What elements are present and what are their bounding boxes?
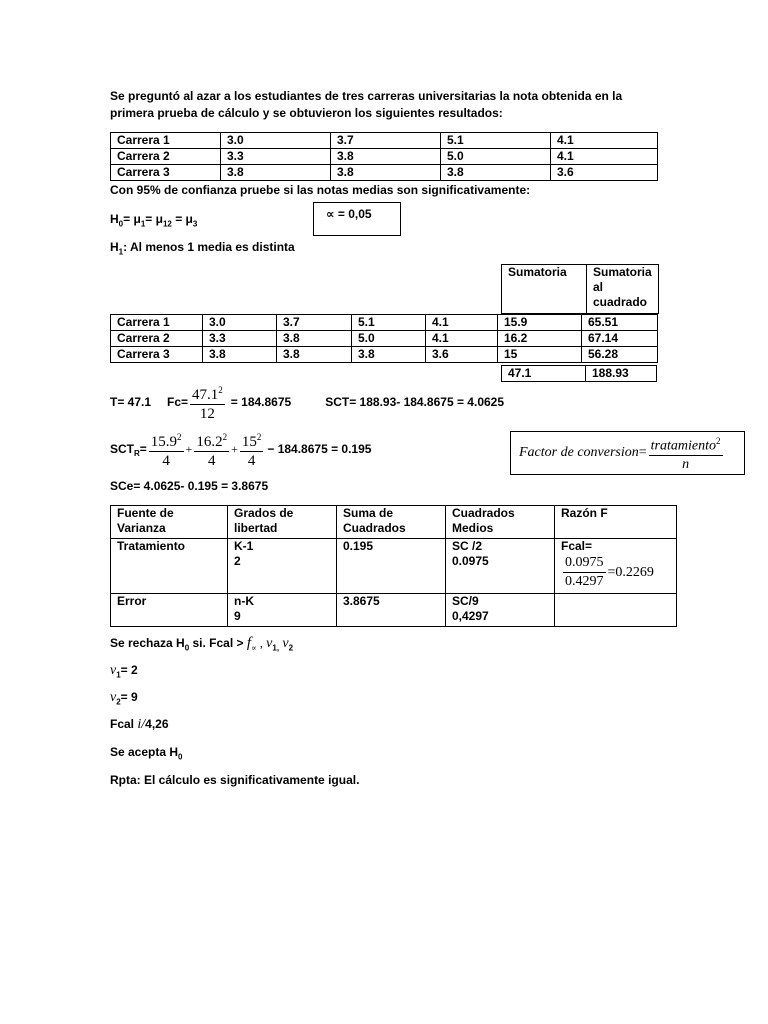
intro-line-1: Se preguntó al azar a los estudiantes de tres carreras universitarias la nota obtenida en la [110,89,623,103]
table-cell: 3.3 [203,331,277,347]
table-cell: Carrera 1 [111,315,203,331]
h1-letter: H [110,240,119,254]
v1-symbol: v [266,636,273,651]
intro-paragraph [110,88,622,122]
header-sumatoria: Sumatoria [502,265,587,314]
h0-eq2: = μ [145,212,163,226]
cell-line: SC /2 [452,539,483,553]
table-row [111,506,677,539]
table-cell [555,594,677,627]
header-line: cuadrado [593,295,648,309]
data-table [110,132,658,181]
alt-hypothesis [110,240,295,256]
cell-line: 2 [234,554,241,568]
h0-eq3: = μ [171,212,193,226]
sums-table [110,314,658,363]
anova-header [228,506,337,539]
fcal-symbol: i/ [137,717,146,732]
table-cell: Carrera 2 [111,149,221,165]
table-cell: 4.1 [426,331,498,347]
table-row [111,594,677,627]
table-cell: 15 [498,347,582,363]
table-cell: 4.1 [551,133,658,149]
table-cell [228,539,337,594]
conversion-eq: = [638,445,647,460]
table-row [111,331,658,347]
header-line: al [593,280,604,294]
header-line: Varianza [117,521,166,535]
table-cell: 65.51 [582,315,658,331]
v1-sub: 1, [272,643,280,653]
table-cell: 3.8 [277,347,352,363]
header-line: Cuadrados [343,521,406,535]
header-line: libertad [234,521,278,535]
table-row [111,539,677,594]
conversion-denominator: n [682,457,690,473]
v2-symbol: v [110,690,117,705]
table-cell: 3.8 [221,165,331,181]
conversion-label: Factor de conversion [519,445,639,460]
table-cell: 3.8 [352,347,426,363]
table-cell: 3.8 [441,165,551,181]
f-cell [555,539,677,594]
table-cell: 3.3 [221,149,331,165]
v2-symbol: v [282,636,289,651]
h0-sub-1: 1 [140,219,146,229]
v1-value: = 2 [120,663,138,677]
frac-numerator: 15.9 [150,434,178,450]
sctr-fraction-2 [194,428,229,470]
table-cell: 3.8 [331,165,441,181]
fcal-line [110,717,169,733]
table-cell: 67.14 [582,331,658,347]
frac-denominator: 4 [162,453,170,469]
header-line: Grados de [234,506,294,520]
table-row [502,366,657,382]
accept-line [110,745,183,761]
table-cell: Tratamiento [111,539,228,594]
table-cell: Carrera 2 [111,331,203,347]
table-cell: 5.1 [352,315,426,331]
calc-line [110,382,504,422]
sctr-result: − 184.8675 = 0.195 [267,442,372,456]
fcal-text: Fcal [110,717,135,731]
v2-value: = 9 [120,690,138,704]
table-cell [228,594,337,627]
table-cell: 3.6 [551,165,658,181]
totals-table [501,365,657,382]
table-cell: 4.1 [426,315,498,331]
table-cell: 5.1 [441,133,551,149]
table-cell: 3.8 [277,331,352,347]
v2-line [110,690,138,706]
header-sumatoria-cuadrado [587,265,659,314]
table-cell: 3.8 [203,347,277,363]
fcal-fraction [563,554,606,591]
h0-sub-3: 3 [192,219,198,229]
header-line: Cuadrados [452,506,515,520]
v2-sub: 2 [288,643,294,653]
table-cell: 3.8675 [337,594,446,627]
cell-line: 0,4297 [452,609,489,623]
table-cell: 5.0 [441,149,551,165]
v1-symbol: v [110,663,117,678]
table-cell [446,539,555,594]
fcal-numerator: 0.0975 [563,554,606,573]
sums-header-table [501,264,659,314]
h1-text: : Al menos 1 media es distinta [123,240,295,254]
table-cell [446,594,555,627]
table-cell: 15.9 [498,315,582,331]
header-line: Suma de [343,506,394,520]
table-cell: Error [111,594,228,627]
sce-line: SCe= 4.0625- 0.195 = 3.8675 [110,479,269,493]
table-cell: 16.2 [498,331,582,347]
frac-numerator: 16.2 [196,434,223,450]
anova-header [446,506,555,539]
t-value: T= 47.1 [110,395,152,409]
frac-exponent: 2 [256,432,262,442]
alpha-text: = 0,05 [334,207,372,221]
table-cell: Carrera 3 [111,165,221,181]
table-row [111,149,658,165]
alpha-symbol: ∝ [326,207,335,221]
frac-denominator: 4 [247,453,256,469]
reject-text: Se rechaza H [110,636,185,650]
anova-table [110,505,677,627]
plus-sign: + [185,441,193,456]
reject-rule: Se rechaza $H_0$ si. Fcal > $f_\propto$ , $v_{1,}$ $v_2$ [110,635,294,653]
header-line: Fuente de [117,506,174,520]
frac-numerator: 15 [241,434,257,450]
table-cell: 3.0 [203,315,277,331]
fc-fraction [190,381,225,423]
header-line: Sumatoria [593,265,652,279]
total-sum-squares: 188.93 [586,366,657,382]
sct-value: SCT= 188.93- 184.8675 = 4.0625 [325,395,505,409]
cell-line: n-K [234,594,254,608]
reject-sub: 0 [184,643,190,653]
table-cell: 0.195 [337,539,446,594]
h1-sub: 1 [118,247,124,257]
table-cell: Carrera 1 [111,133,221,149]
h0-letter: H [110,212,119,226]
alpha-value [326,207,372,221]
conversion-factor-box [510,431,745,475]
cell-line: SC/9 [452,594,479,608]
frac-exponent: 2 [222,432,228,442]
fc-result: = 184.8675 [230,395,292,409]
table-cell: 4.1 [551,149,658,165]
table-cell: 3.0 [221,133,331,149]
cell-line: 9 [234,609,241,623]
cell-line: 0.0975 [452,554,489,568]
anova-header [337,506,446,539]
fc-denominator: 12 [199,406,215,422]
fcal-result: =0.2269 [607,565,654,580]
sctr-fraction-3 [240,428,264,470]
plus-sign: + [231,441,238,456]
table-cell: 56.28 [582,347,658,363]
fcal-critical: 4,26 [145,717,169,731]
conversion-exponent: 2 [716,435,721,446]
table-row [111,347,658,363]
intro-line-2: primera prueba de cálculo y se obtuvieron los siguientes resultados: [110,106,503,120]
frac-denominator: 4 [207,453,216,469]
sctr-sub: R [134,449,140,458]
alpha-box [313,202,401,236]
f-symbol: f [246,635,252,651]
fc-exponent: 2 [218,385,223,395]
fcal-label: Fcal= [561,539,593,553]
table-row [111,315,658,331]
accept-sub: 0 [178,752,183,762]
fcal-denominator: 0.4297 [565,574,604,589]
cell-line: K-1 [234,539,254,553]
fc-label: Fc= [167,395,189,409]
total-sum: 47.1 [502,366,586,382]
table-cell: 3.8 [331,149,441,165]
h0-eq1: = μ [123,212,141,226]
v1-sub: 1 [116,670,121,680]
conversion-numerator: tratamiento [650,438,716,454]
header-line: Medios [452,521,494,535]
conversion-fraction [649,432,723,475]
fc-numerator: 47.1 [192,387,219,403]
accept-text: Se acepta H [110,745,179,759]
v2-sub: 2 [116,697,121,707]
frac-exponent: 2 [177,432,182,442]
table-cell: 3.7 [331,133,441,149]
table-cell: 3.6 [426,347,498,363]
answer-line: Rpta: El cálculo es significativamente igual. [110,773,360,787]
table-row [111,133,658,149]
h0-sub: 0 [118,219,124,229]
confidence-text: Con 95% de confianza pruebe si las notas medias son significativamente: [110,183,531,197]
sctr-fraction-1 [149,428,184,470]
header-line: Razón F [561,506,608,520]
h0-sub-2: 12 [162,219,172,229]
anova-header [555,506,677,539]
fcal-formula [561,554,670,591]
v1-line [110,663,138,679]
table-cell: 5.0 [352,331,426,347]
table-cell: Carrera 3 [111,347,203,363]
reject-rest: si. Fcal > [189,636,244,650]
alpha-sub: ∝ [251,643,257,653]
anova-header [111,506,228,539]
null-hypothesis [110,212,197,228]
sctr-line [110,428,371,470]
table-row [502,265,659,314]
sctr-label: SCT [110,442,134,456]
table-row [111,165,658,181]
table-cell: 3.7 [277,315,352,331]
sctr-eq: = [139,442,147,456]
